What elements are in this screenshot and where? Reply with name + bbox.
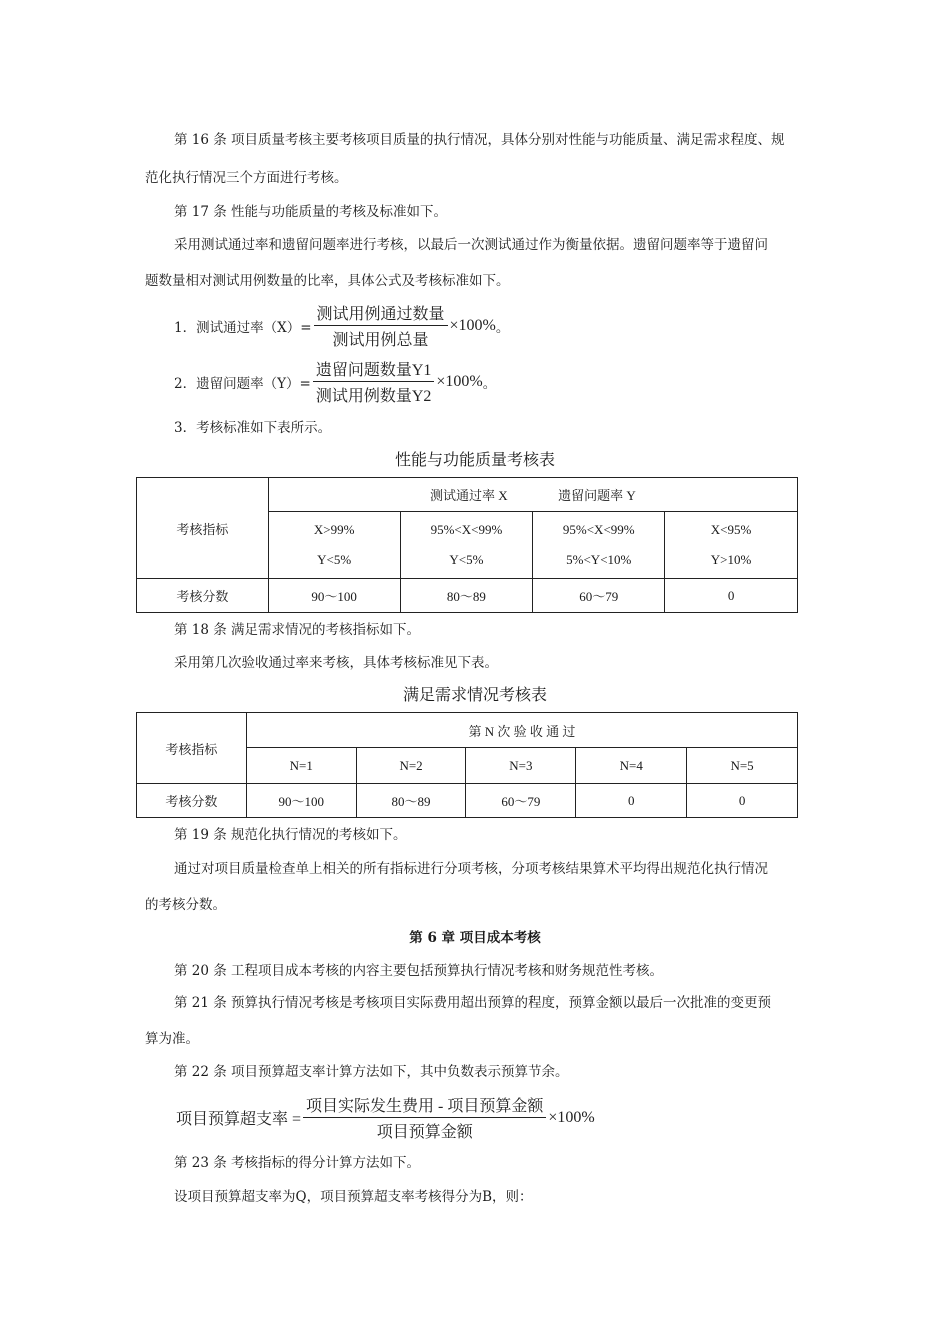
formula-issue-rate-numerator: 遗留问题数量Y1: [313, 357, 435, 382]
table1-criteria-cell: [400, 512, 533, 579]
table2-score-cell: 90～100: [246, 784, 356, 818]
formula-pass-rate-numerator: 测试用例通过数量: [314, 301, 448, 326]
formula-pass-rate: [174, 301, 509, 350]
article-23: 第 23 条 考核指标的得分计算方法如下。: [174, 1155, 421, 1171]
table1-criteria-cell: [665, 512, 798, 579]
criteria-y: Y<5%: [317, 552, 352, 567]
table2-caption: 满足需求情况考核表: [402, 685, 547, 704]
formula-overrun-rate: [176, 1093, 595, 1142]
table1-score-cell: 90～100: [268, 579, 400, 613]
item-3: 3．考核标准如下表所示。: [174, 420, 332, 436]
table1-criteria-cell: [533, 512, 665, 579]
article-21-line1: 第 21 条 预算执行情况考核是考核项目实际费用超出预算的程度，预算金额以最后一次批准的变更预: [174, 995, 772, 1011]
formula-issue-rate-label: 2．遗留问题率（Y）=: [174, 375, 311, 392]
table2-n-cell: N=5: [687, 748, 798, 784]
formula-overrun-rate-denominator: 项目预算金额: [376, 1124, 473, 1141]
table1-row-label: 考核指标: [137, 478, 269, 579]
table1-score-cell: 60～79: [533, 579, 665, 613]
table1-header-y: 遗留问题率 Y: [558, 488, 636, 503]
formula-overrun-rate-label: 项目预算超支率 =: [176, 1111, 302, 1128]
formula-pass-rate-fraction: [314, 301, 448, 350]
formula-issue-rate: [174, 357, 496, 406]
table1-criteria-cell: [268, 512, 400, 579]
table1-header: [268, 478, 797, 512]
formula-pass-rate-label: 1．测试通过率（X）=: [174, 319, 312, 336]
article-22: 第 22 条 项目预算超支率计算方法如下，其中负数表示预算节余。: [174, 1064, 569, 1080]
criteria-x: 95%<X<99%: [562, 522, 635, 537]
table2-header: 第 N 次 验 收 通 过: [246, 713, 797, 748]
requirement-satisfaction-table: [136, 712, 798, 818]
article-19: 第 19 条 规范化执行情况的考核如下。: [174, 827, 407, 843]
formula-issue-rate-period: 。: [482, 375, 497, 391]
criteria-y: Y>10%: [710, 552, 752, 567]
table1-score-label: 考核分数: [137, 579, 269, 613]
chapter-6-heading: 第 6 章 项目成本考核: [409, 930, 541, 946]
table1-score-cell: 0: [665, 579, 798, 613]
article-23-body: 设项目预算超支率为Q，项目预算超支率考核得分为B，则：: [174, 1189, 533, 1205]
formula-pass-rate-period: 。: [495, 319, 510, 335]
table2-row-label: 考核指标: [137, 713, 247, 784]
criteria-x: X>99%: [313, 522, 355, 537]
article-21-line2: 算为准。: [145, 1031, 199, 1047]
table2-score-label: 考核分数: [137, 784, 247, 818]
formula-pass-rate-denominator: 测试用例总量: [332, 332, 429, 349]
formula-overrun-rate-multiplier: ×100%: [548, 1108, 595, 1126]
formula-overrun-rate-fraction: [303, 1093, 546, 1142]
table2-n-cell: N=2: [356, 748, 466, 784]
formula-issue-rate-denominator: 测试用例数量Y2: [315, 388, 432, 405]
article-17: 第 17 条 性能与功能质量的考核及标准如下。: [174, 204, 448, 220]
performance-quality-table: [136, 477, 798, 613]
formula-issue-rate-multiplier: ×100%: [436, 372, 483, 390]
article-17-body-line2: 题数量相对测试用例数量的比率，具体公式及考核标准如下。: [145, 273, 510, 289]
table2-score-cell: 80～89: [356, 784, 466, 818]
formula-overrun-rate-numerator: 项目实际发生费用 - 项目预算金额: [303, 1093, 546, 1118]
table2-n-cell: N=4: [576, 748, 687, 784]
table1-header-x: 测试通过率 X: [429, 488, 508, 503]
criteria-x: X<95%: [710, 522, 752, 537]
table2-score-cell: 0: [687, 784, 798, 818]
formula-issue-rate-fraction: [313, 357, 435, 406]
article-20: 第 20 条 工程项目成本考核的内容主要包括预算执行情况考核和财务规范性考核。: [174, 963, 664, 979]
table2-n-cell: N=1: [246, 748, 356, 784]
article-18-body: 采用第几次验收通过率来考核，具体考核标准见下表。: [174, 655, 498, 671]
criteria-y: Y<5%: [449, 552, 484, 567]
article-18: 第 18 条 满足需求情况的考核指标如下。: [174, 622, 421, 638]
article-19-body-line1: 通过对项目质量检查单上相关的所有指标进行分项考核，分项考核结果算术平均得出规范化执行情况: [174, 861, 768, 877]
article-16-line2: 范化执行情况三个方面进行考核。: [145, 170, 348, 186]
criteria-x: 95%<X<99%: [430, 522, 503, 537]
table1-score-cell: 80～89: [400, 579, 533, 613]
table1-caption: 性能与功能质量考核表: [394, 450, 555, 469]
criteria-y: 5%<Y<10%: [566, 552, 632, 567]
article-17-body-line1: 采用测试通过率和遗留问题率进行考核，以最后一次测试通过作为衡量依据。遗留问题率等于遗留问: [174, 237, 768, 253]
article-16-line1: 第 16 条 项目质量考核主要考核项目质量的执行情况，具体分别对性能与功能质量、满足需求程度、规: [174, 132, 785, 148]
table2-score-cell: 60～79: [466, 784, 576, 818]
article-19-body-line2: 的考核分数。: [145, 897, 226, 913]
table2-n-cell: N=3: [466, 748, 576, 784]
formula-pass-rate-multiplier: ×100%: [449, 316, 496, 334]
table2-score-cell: 0: [576, 784, 687, 818]
